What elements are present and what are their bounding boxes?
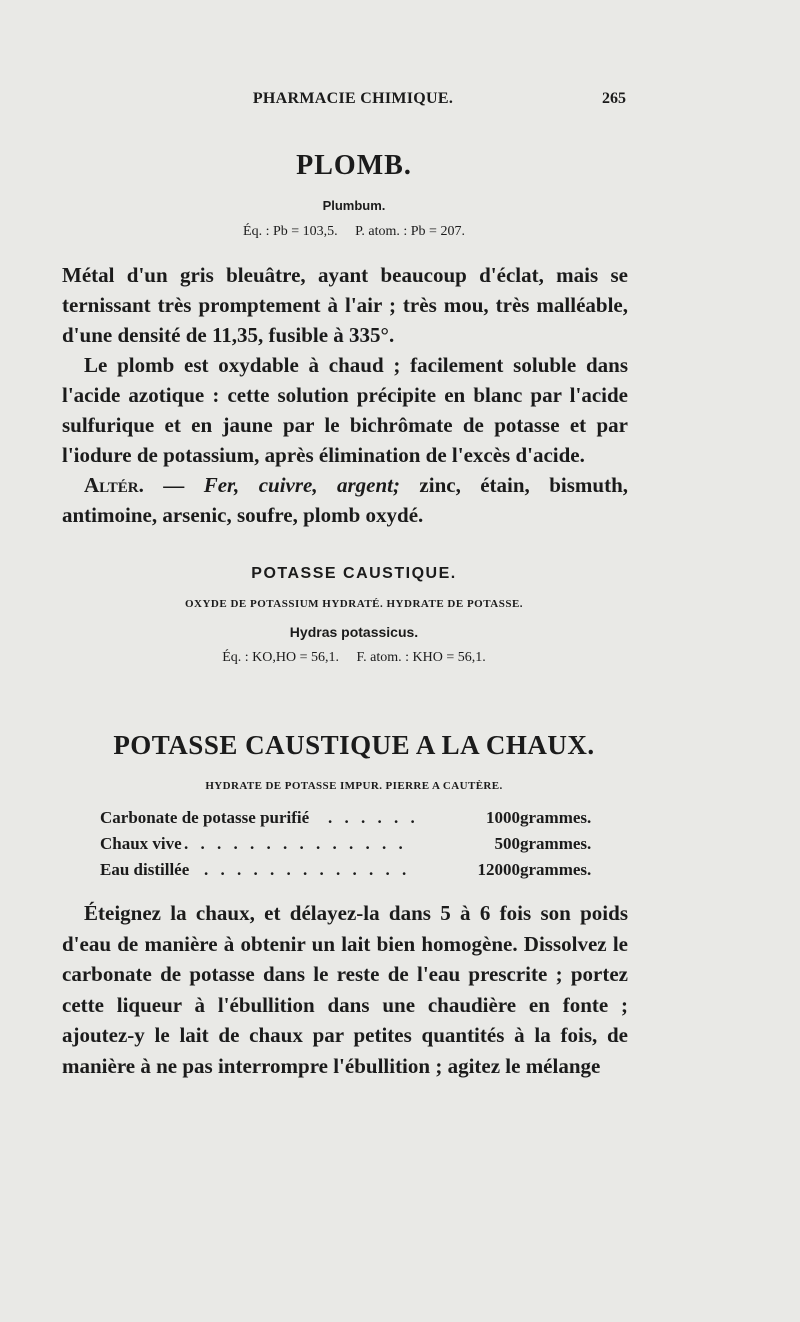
leader-dots: . . . . . . . . . . . . . . bbox=[184, 834, 407, 853]
formula-row bbox=[100, 808, 620, 834]
ingredient-quantity: 500 bbox=[494, 834, 520, 853]
equivalent-potasse: Éq. : KO,HO = 56,1. F. atom. : KHO = 56,1. bbox=[222, 650, 486, 665]
alter-dash: — bbox=[143, 473, 204, 497]
leader-dots: . . . . . . bbox=[328, 808, 419, 827]
subtitle-potasse: OXYDE DE POTASSIUM HYDRATÉ. HYDRATE DE POTASSE. bbox=[184, 598, 524, 610]
section-title-plomb: PLOMB. bbox=[296, 150, 412, 181]
running-header bbox=[80, 86, 626, 114]
ingredient-name: Chaux vive bbox=[100, 834, 182, 853]
formula-row bbox=[100, 834, 620, 860]
ingredient-name: Eau distillée bbox=[100, 860, 190, 879]
formula-row bbox=[100, 860, 620, 886]
paragraph-plomb-alterations bbox=[62, 470, 628, 530]
paragraph-plomb-reactions: Le plomb est oxydable à chaud ; facilement soluble dans l'acide azotique : cette solution précipite en blanc par l'acide sulfurique et en jaune par le bichrômate de potasse et par l'iodure de potassium, après élimination de l'excès d'acide. bbox=[62, 353, 628, 467]
latin-name-hydras: Hydras potassicus. bbox=[289, 624, 419, 640]
section-title-potasse-caustique: POTASSE CAUSTIQUE. bbox=[251, 565, 457, 582]
ingredient-unit: grammes. bbox=[520, 808, 592, 827]
page-number: 265 bbox=[602, 90, 626, 107]
paragraph-chaux-preparation: Éteignez la chaux, et délayez-la dans 5 à 6 fois son poids d'eau de manière à obtenir un lait bien homogène. Dissolvez le carbonate de potasse dans le reste de l'eau prescrite ; portez cette liqueur à l'ébullition dans une chaudière en fonte ; ajoutez-y le lait de chaux par petites quantités à la fois, de manière à ne pas interrompre l'ébullition ; agitez le mélange bbox=[62, 901, 628, 1078]
paragraph-plomb-description: Métal d'un gris bleuâtre, ayant beaucoup d'éclat, mais se ternissant très promptement à l'air ; très mou, très malléable, d'une densité de 11,35, fusible à 335°. bbox=[62, 263, 628, 347]
ingredient-unit: grammes. bbox=[520, 834, 592, 853]
running-title: PHARMACIE CHIMIQUE. bbox=[252, 90, 454, 107]
ingredient-name: Carbonate de potasse purifié bbox=[100, 808, 310, 827]
equivalent-plomb: Éq. : Pb = 103,5. P. atom. : Pb = 207. bbox=[243, 224, 465, 239]
ingredient-quantity: 1000 bbox=[486, 808, 520, 827]
alter-italic: Fer, cuivre, argent; bbox=[203, 473, 401, 497]
latin-name-plumbum: Plumbum. bbox=[322, 198, 386, 213]
alter-label: Altér. bbox=[84, 473, 144, 497]
leader-dots: . . . . . . . . . . . . . bbox=[204, 860, 411, 879]
subtitle-chaux: HYDRATE DE POTASSE IMPUR. PIERRE A CAUTÈRE. bbox=[205, 780, 503, 792]
section-title-potasse-chaux: POTASSE CAUSTIQUE A LA CHAUX. bbox=[113, 730, 595, 760]
ingredient-quantity: 12000 bbox=[477, 860, 520, 879]
ingredient-unit: grammes. bbox=[520, 860, 592, 879]
formula-table bbox=[100, 808, 620, 886]
alter-rest: zinc, étain, bismuth, antimoine, arsenic, soufre, plomb oxydé. bbox=[62, 473, 628, 527]
